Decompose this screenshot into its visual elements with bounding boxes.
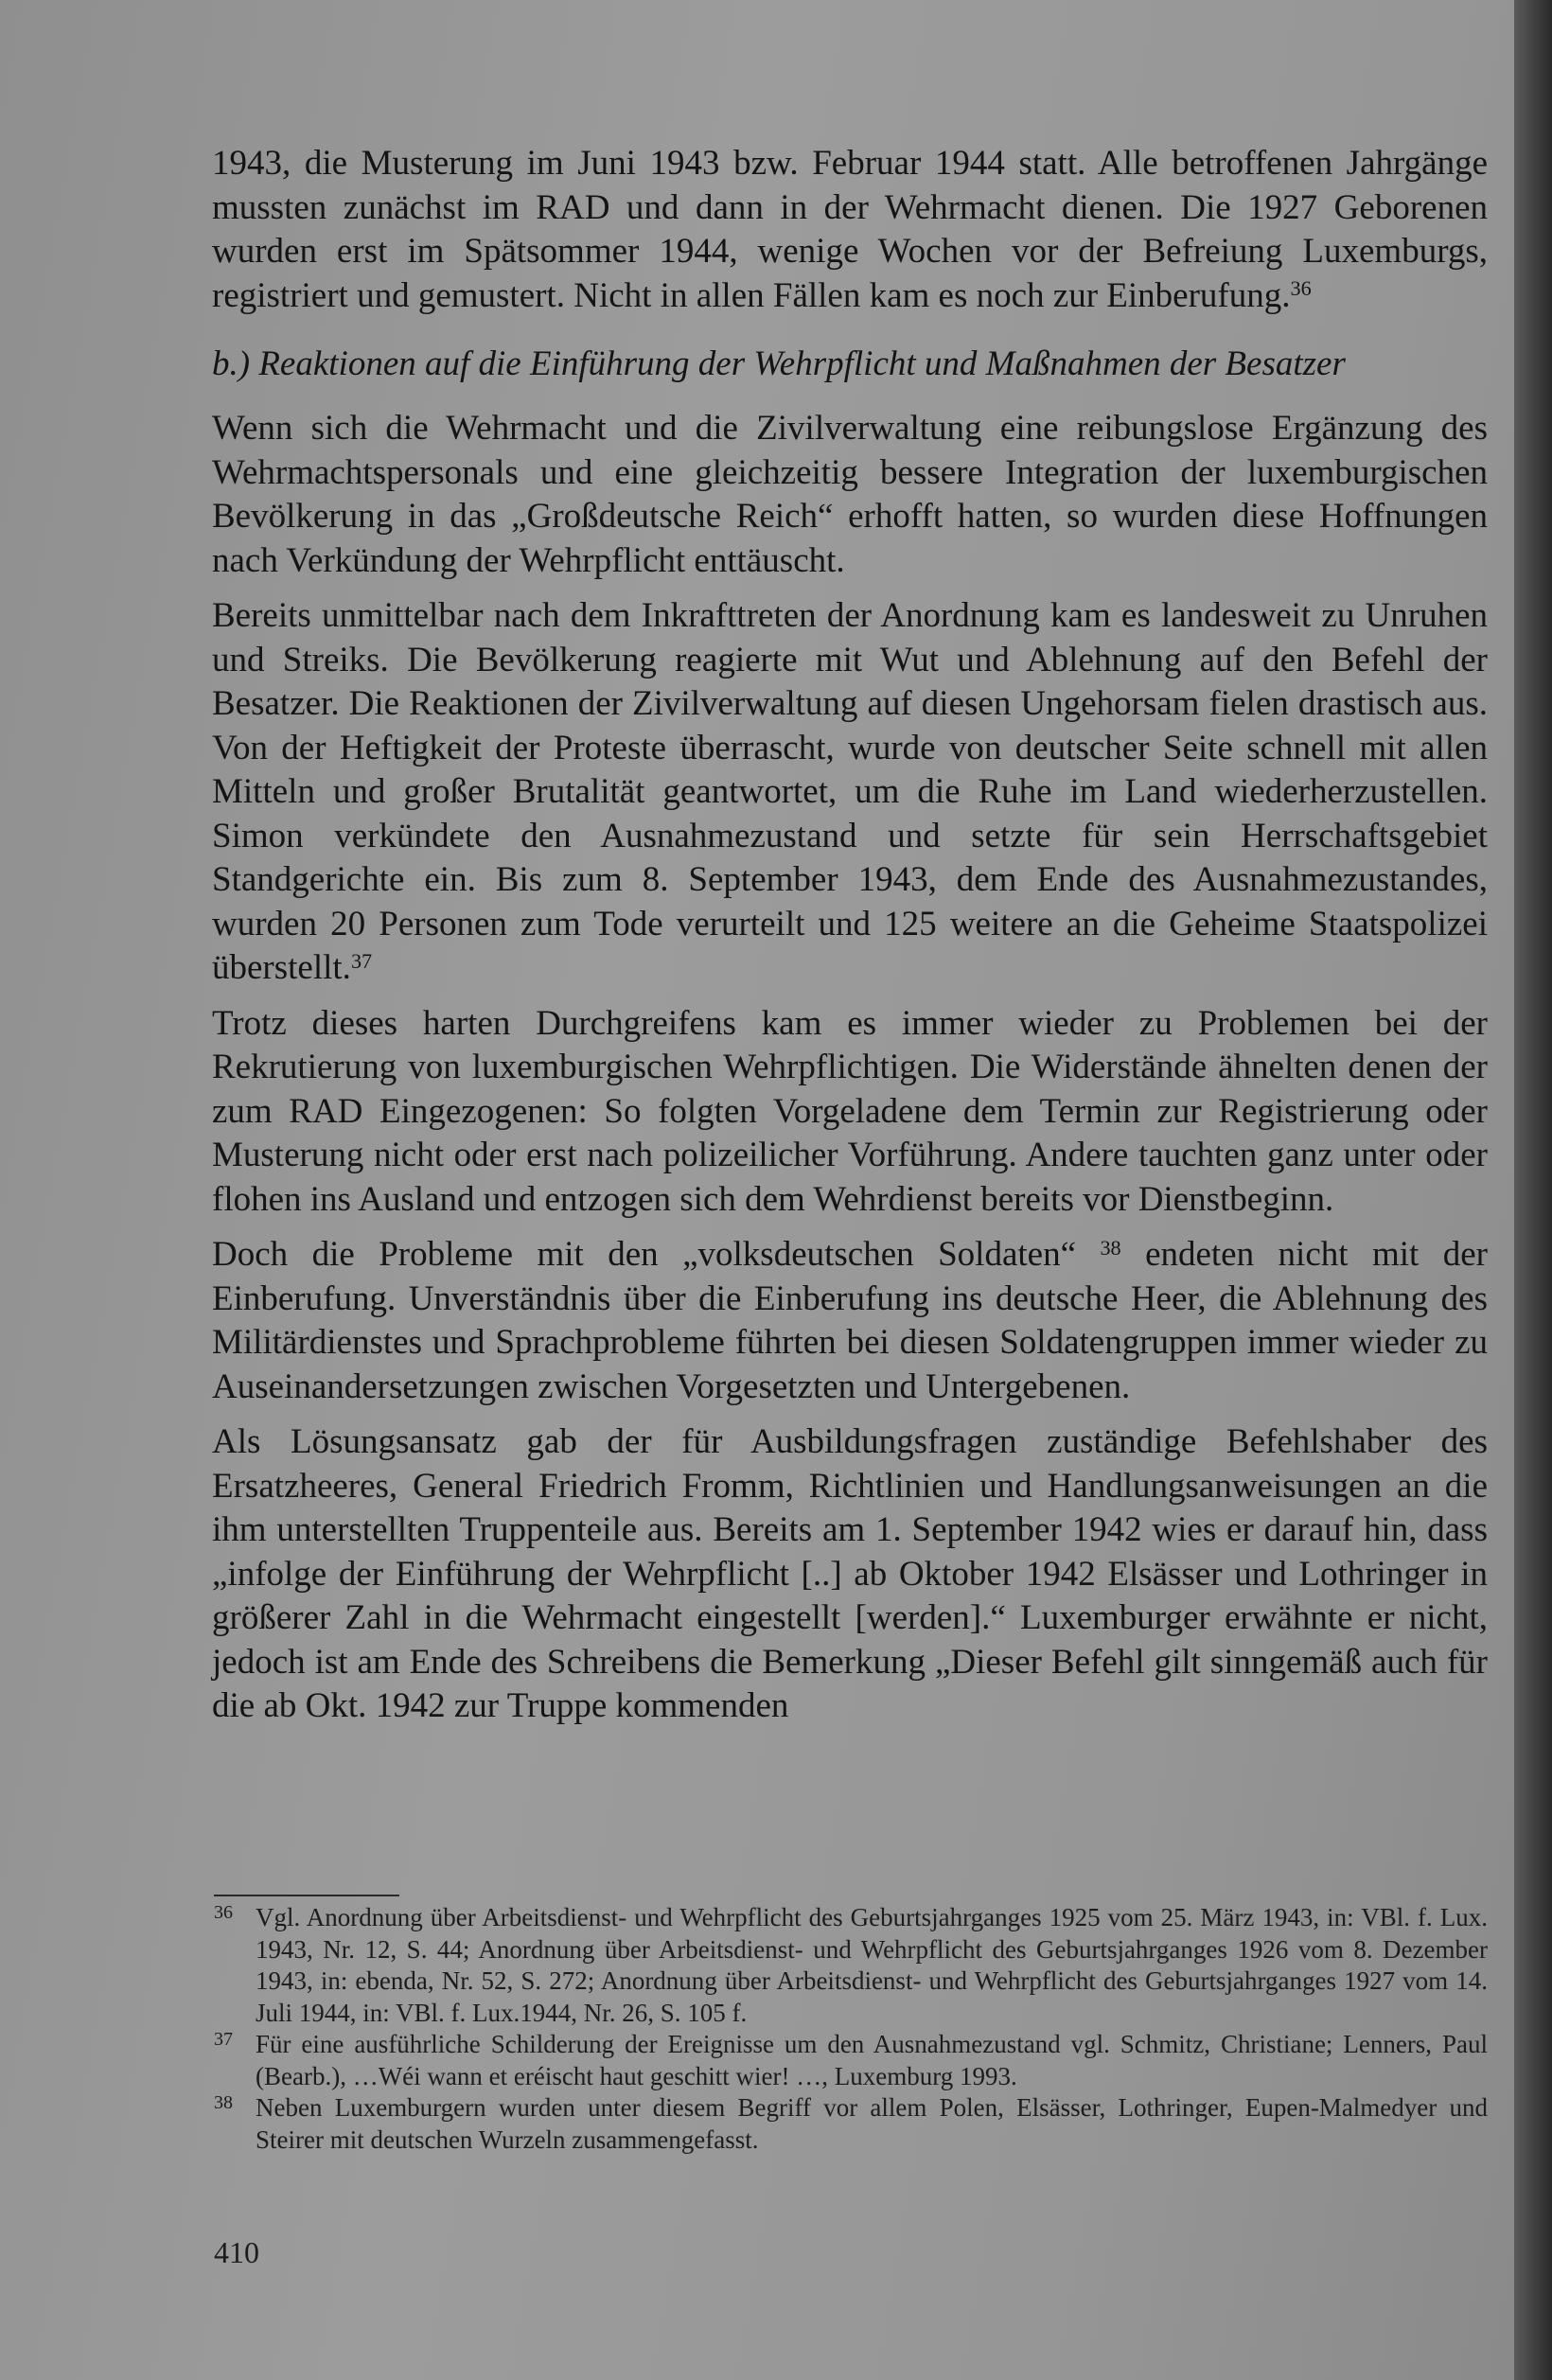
paragraph xyxy=(212,1233,1488,1409)
footnote xyxy=(214,2029,1488,2092)
page-number: 410 xyxy=(214,2235,259,2269)
footnote-text: Für eine ausführliche Schilderung der Ereignisse um den Ausnahmezustand vgl. Schmitz, Christiane; Lenners, Paul (Bearb.), …Wéi wann et eréischt haut geschitt wier! …, Luxemburg 1993. xyxy=(256,2030,1488,2090)
main-text xyxy=(212,142,1488,1729)
paragraph-text: Bereits unmittelbar nach dem Inkrafttreten der Anordnung kam es landesweit zu Unruhen und Streiks. Die Bevölkerung reagierte mit Wut und Ablehnung auf den Befehl der Besatzer. Die Reaktionen der Zivilverwaltung auf diesen Ungehorsam fielen drastisch aus. Von der Heftigkeit der Proteste überrascht, wurde von deutscher Seite schnell mit allen Mitteln und großer Brutalität geantwortet, um die Ruhe im Land wiederherzustellen. Simon verkündete den Ausnahmezustand und setzte für sein Herrschaftsgebiet Standgerichte ein. Bis zum 8. September 1943, dem Ende des Ausnahmezustandes, wurden 20 Personen zum Tode verurteilt und 125 weitere an die Geheime Staatspolizei überstellt. xyxy=(212,596,1488,987)
paragraph: Trotz dieses harten Durchgreifens kam es immer wieder zu Problemen bei der Rekrutierung von luxemburgischen Wehrpflichtigen. Die Widerstände ähnelten denen der zum RAD Eingezogenen: So folgten Vorgeladene dem Termin zur Registrierung oder Musterung nicht oder erst nach polizeilicher Vorführung. Andere tauchten ganz unter oder flohen ins Ausland und entzogen sich dem Wehrdienst bereits vor Dienstbeginn. xyxy=(212,1003,1488,1219)
top-paragraph xyxy=(212,142,1488,318)
footnote xyxy=(214,2092,1488,2156)
paragraph-text: endeten nicht mit der Einberufung. Unverständnis über die Einberufung ins deutsche Heer, die Ablehnung des Militärdienstes und Sprachprobleme führten bei diesen Soldatengruppen immer wieder zu Auseinandersetzungen zwischen Vorgesetzten und Untergebenen. xyxy=(212,1235,1488,1406)
footnote-reference: 38 xyxy=(1100,1235,1121,1260)
paragraph-text: 1943, die Musterung im Juni 1943 bzw. Februar 1944 statt. Alle betroffenen Jahrgänge mussten zunächst im RAD und dann in der Wehrmacht dienen. Die 1927 Geborenen wurden erst im Spätsommer 1944, wenige Wochen vor der Befreiung Luxemburgs, registriert und gemustert. Nicht in allen Fällen kam es noch zur Einberufung. xyxy=(212,144,1488,315)
paragraph: Als Lösungsansatz gab der für Ausbildungsfragen zuständige Befehlshaber des Ersatzheeres, General Friedrich Fromm, Richtlinien und Handlungsanweisungen an die ihm unterstellten Truppenteile aus. Bereits am 1. September 1942 wies er darauf hin, dass „infolge der Einführung der Wehrpflicht [..] ab Oktober 1942 Elsässer und Lothringer in größerer Zahl in die Wehrmacht eingestellt [werden].“ Luxemburger erwähnte er nicht, jedoch ist am Ende des Schreibens die Bemerkung „Dieser Befehl gilt sinngemäß auch für die ab Okt. 1942 zur Truppe kommenden xyxy=(212,1422,1488,1725)
section-heading: b.) Reaktionen auf die Einführung der Wehrpflicht und Maßnahmen der Besatzer xyxy=(212,344,1346,383)
footnote-reference: 37 xyxy=(350,948,373,973)
footnote-text: Vgl. Anordnung über Arbeitsdienst- und Wehrpflicht des Geburtsjahrganges 1925 vom 25. März 1943, in: VBl. f. Lux. 1943, Nr. 12, S. 44; Anordnung über Arbeitsdienst- und Wehrpflicht des Geburtsjahrganges 1926 vom 8. Dezember 1943, in: ebenda, Nr. 52, S. 272; Anordnung über Arbeitsdienst- und Wehrpflicht des Geburtsjahrganges 1927 vom 14. Juli 1944, in: VBl. f. Lux.1944, Nr. 26, S. 105 f. xyxy=(256,1903,1488,2027)
paragraph xyxy=(212,594,1488,991)
footnotes xyxy=(214,1902,1488,2156)
page-edge-shadow xyxy=(1514,0,1552,2380)
footnote-reference: 36 xyxy=(1290,276,1312,301)
footnote-separator xyxy=(214,1895,399,1896)
footnote-number: 38 xyxy=(214,2092,233,2113)
paragraph-text: Doch die Probleme mit den „volksdeutschen Soldaten“ xyxy=(212,1235,1101,1274)
footnote-text: Neben Luxemburgern wurden unter diesem Begriff vor allem Polen, Elsässer, Lothringer, Eupen-Malmedyer und Steirer mit deutschen Wurzeln zusammengefasst. xyxy=(256,2093,1488,2154)
paragraph: Wenn sich die Wehrmacht und die Zivilverwaltung eine reibungslose Ergänzung des Wehrmachtspersonals und eine gleichzeitig bessere Integration der luxemburgischen Bevölkerung in das „Großdeutsche Reich“ erhofft hatten, so wurden diese Hoffnungen nach Verkündung der Wehrpflicht enttäuscht. xyxy=(212,409,1488,580)
footnote-number: 37 xyxy=(214,2029,233,2050)
footnote-number: 36 xyxy=(214,1902,233,1923)
footnote xyxy=(214,1902,1488,2029)
